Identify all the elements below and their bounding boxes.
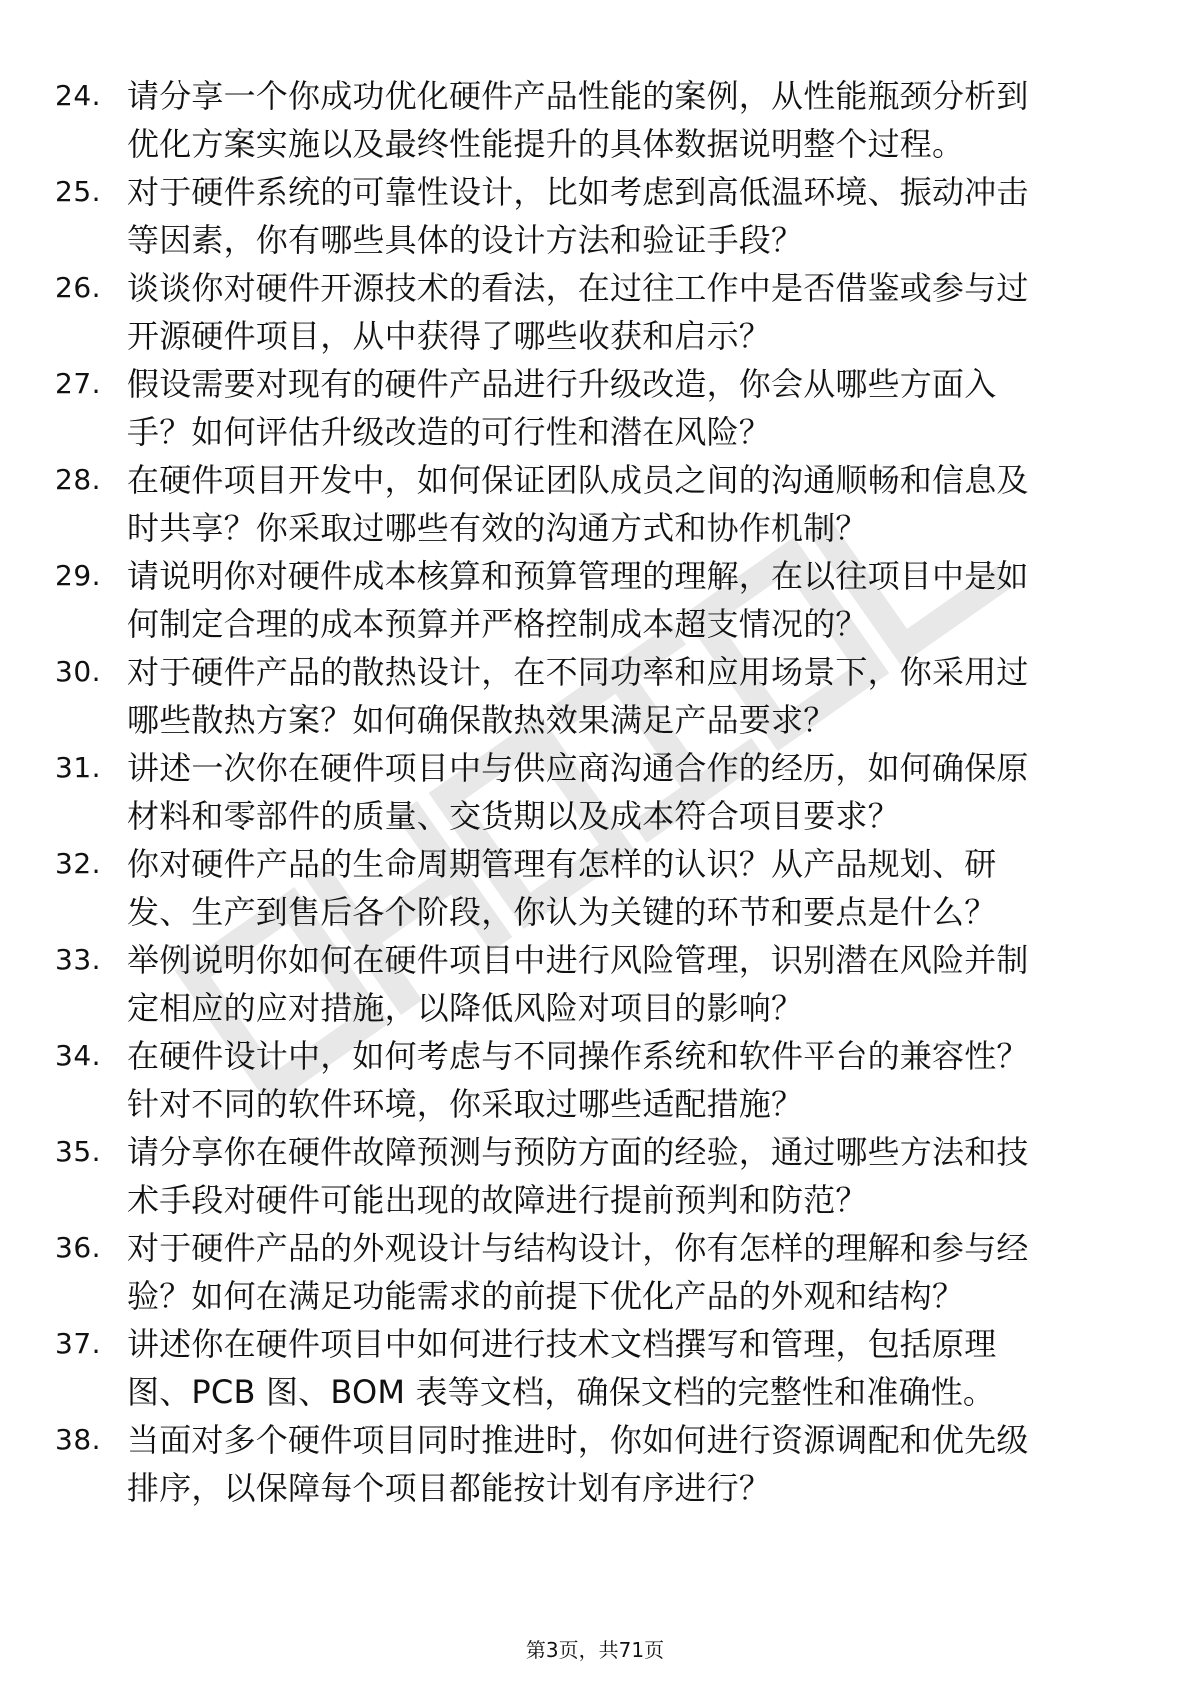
question-item (0, 360, 1190, 460)
question-number: 25. (55, 175, 102, 208)
question-item (0, 1320, 1190, 1420)
question-number: 31. (55, 751, 102, 784)
question-item (0, 168, 1190, 268)
question-item (0, 1416, 1190, 1516)
question-text-line2: 手？如何评估升级改造的可行性和潜在风险？ (127, 413, 772, 451)
question-number: 29. (55, 559, 102, 592)
page-footer (0, 1636, 1190, 1664)
question-number: 26. (55, 271, 102, 304)
question-text-line1: 举例说明你如何在硬件项目中进行风险管理，识别潜在风险并制 (127, 941, 1029, 979)
question-text-line1: 当面对多个硬件项目同时推进时，你如何进行资源调配和优先级 (127, 1421, 1029, 1459)
question-number: 28. (55, 463, 102, 496)
question-text-line2: 排序，以保障每个项目都能按计划有序进行？ (127, 1469, 772, 1507)
question-number: 33. (55, 943, 102, 976)
question-text-line1: 请说明你对硬件成本核算和预算管理的理解，在以往项目中是如 (127, 557, 1029, 595)
question-text-line2: 发、生产到售后各个阶段，你认为关键的环节和要点是什么？ (127, 893, 997, 931)
question-text-line2: 术手段对硬件可能出现的故障进行提前预判和防范？ (127, 1181, 868, 1219)
page-number: 第3页，共71页 (525, 1638, 665, 1662)
question-text-line2: 针对不同的软件环境，你采取过哪些适配措施？ (127, 1085, 804, 1123)
question-number: 34. (55, 1039, 102, 1072)
question-item (0, 456, 1190, 556)
question-text-line2: 等因素，你有哪些具体的设计方法和验证手段？ (127, 221, 804, 259)
question-number: 37. (55, 1327, 102, 1360)
question-text-line2: 验？如何在满足功能需求的前提下优化产品的外观和结构？ (127, 1277, 965, 1315)
question-text-line2: 定相应的应对措施，以降低风险对项目的影响？ (127, 989, 804, 1027)
question-text-line1: 请分享一个你成功优化硬件产品性能的案例，从性能瓶颈分析到 (127, 77, 1029, 115)
question-item (0, 552, 1190, 652)
question-text-line2: 何制定合理的成本预算并严格控制成本超支情况的？ (127, 605, 868, 643)
question-text-line2: 图、PCB 图、BOM 表等文档，确保文档的完整性和准确性。 (127, 1373, 996, 1411)
question-number: 36. (55, 1231, 102, 1264)
question-text-line1: 假设需要对现有的硬件产品进行升级改造，你会从哪些方面入 (127, 365, 997, 403)
question-number: 24. (55, 79, 102, 112)
question-number: 30. (55, 655, 102, 688)
question-item (0, 744, 1190, 844)
question-text-line1: 请分享你在硬件故障预测与预防方面的经验，通过哪些方法和技 (127, 1133, 1029, 1171)
question-text-line1: 在硬件设计中，如何考虑与不同操作系统和软件平台的兼容性？ (127, 1037, 1029, 1075)
question-item (0, 1032, 1190, 1132)
question-number: 27. (55, 367, 102, 400)
question-text-line1: 你对硬件产品的生命周期管理有怎样的认识？从产品规划、研 (127, 845, 997, 883)
question-item (0, 648, 1190, 748)
question-text-line2: 开源硬件项目，从中获得了哪些收获和启示？ (127, 317, 772, 355)
question-text-line1: 谈谈你对硬件开源技术的看法，在过往工作中是否借鉴或参与过 (127, 269, 1029, 307)
question-text-line1: 对于硬件产品的外观设计与结构设计，你有怎样的理解和参与经 (127, 1229, 1029, 1267)
question-item (0, 1128, 1190, 1228)
question-number: 38. (55, 1423, 102, 1456)
question-text-line1: 在硬件项目开发中，如何保证团队成员之间的沟通顺畅和信息及 (127, 461, 1029, 499)
question-number: 32. (55, 847, 102, 880)
question-text-line1: 讲述你在硬件项目中如何进行技术文档撰写和管理，包括原理 (127, 1325, 997, 1363)
question-text-line2: 材料和零部件的质量、交货期以及成本符合项目要求？ (127, 797, 900, 835)
question-text-line1: 对于硬件系统的可靠性设计，比如考虑到高低温环境、振动冲击 (127, 173, 1029, 211)
question-text-line2: 优化方案实施以及最终性能提升的具体数据说明整个过程。 (127, 125, 965, 163)
question-text-line1: 讲述一次你在硬件项目中与供应商沟通合作的经历，如何确保原 (127, 749, 1029, 787)
question-item (0, 840, 1190, 940)
question-item (0, 264, 1190, 364)
question-number: 35. (55, 1135, 102, 1168)
question-item (0, 936, 1190, 1036)
question-item (0, 72, 1190, 172)
question-text-line2: 哪些散热方案？如何确保散热效果满足产品要求？ (127, 701, 836, 739)
question-text-line1: 对于硬件产品的散热设计，在不同功率和应用场景下，你采用过 (127, 653, 1029, 691)
question-item (0, 1224, 1190, 1324)
question-text-line2: 时共享？你采取过哪些有效的沟通方式和协作机制？ (127, 509, 868, 547)
